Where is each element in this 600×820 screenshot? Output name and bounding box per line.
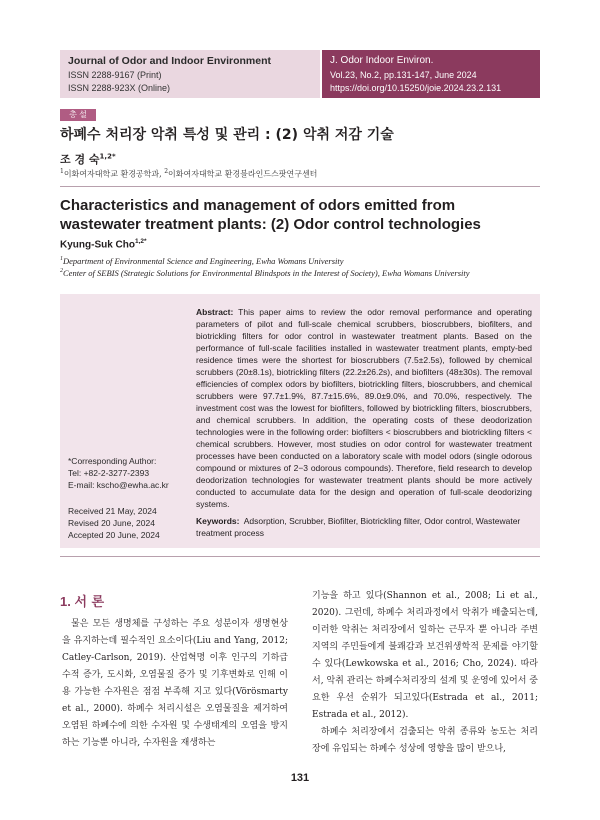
article-meta bbox=[68, 455, 188, 541]
korean-affiliation-1: 이화여자대학교 환경공학과, bbox=[63, 169, 165, 179]
article-type-badge: 총 설 bbox=[60, 109, 96, 121]
english-author-name: Kyung-Suk Cho bbox=[60, 239, 135, 251]
received-date: Received 21 May, 2024 bbox=[68, 506, 157, 516]
corresponding-label: *Corresponding Author: bbox=[68, 456, 157, 466]
divider bbox=[60, 556, 540, 557]
body-column-left: 물은 모든 생명체를 구성하는 주요 성분이자 생명현상을 유지하는데 필수적인 요소이다(Liu and Yang, 2012; Catley-Carlson, 2019). 산업혁명 이후 인구의 기하급수적 증가, 도시화, 오염물질 증가 및 기후변화로 인해 이용 가능한 수자원은 점점 부족해 지고 있다(Vörösmarty et al., 2000). 하폐수 처리시설은 오염물질을 제거하여 오염된 하폐수에 의한 수자원 및 수생태계의 오염을 방지하는 기능뿐 아니라, 수자원을 재생하는 bbox=[62, 619, 288, 748]
journal-header bbox=[60, 50, 540, 98]
body-paragraph: 하폐수 처리장에서 검출되는 악취 종류와 농도는 처리장에 유입되는 하폐수 성상에 영향을 많이 받으나, bbox=[312, 727, 538, 754]
corresponding-tel: Tel: +82-2-3277-2393 bbox=[68, 468, 150, 478]
keywords bbox=[196, 515, 532, 539]
abstract bbox=[196, 306, 532, 510]
abstract-text: This paper aims to review the odor removal performance and operating parameters of pilot and full-scale chemical scrubbers, bioscrubbers, biofilters, and biotrickling filters for odor control in wastewater treatment plants. Based on the performance of full-scale facilities installed in wastewater treatment plants, empty-bed residence times were the shortest for bioscrubbers (7.5±2.5s), followed by chemical scrubbers (20±8.1s), biotrickling filters (22.2±26.2s), and biofilters (48±30s). The removal efficiencies of complex odors by biofilters, biotrickling filters, bioscrubbers, and chemical scrubbers were 97.7±1.9%, 87.7±15.6%, 89.0±9.0%, and 70.0%, respectively. The investment cost was the lowest for biofilters, followed by biotrickling filters, bioscrubbers, and chemical scrubbers. In addition, the operating costs of these deodorization technologies were in the following order: biofilters < bioscrubbers and biotrickling filters < chemical scrubbers. However, most studies on odor control for wastewater treatment processes have been conducted on a laboratory scale with model odors (single odorous compound or mixtures of 2−3 odorous compounds). Therefore, field research to develop deodorization technologies for wastewater treatment plants should be more actively conducted to accumulate data for the design and operation of full-scale deodorizing systems. bbox=[196, 307, 532, 509]
korean-title: 하폐수 처리장 악취 특성 및 관리 : (2) 악취 저감 기술 bbox=[60, 127, 394, 143]
revised-date: Revised 20 June, 2024 bbox=[68, 518, 155, 528]
issn-online: ISSN 2288-923X (Online) bbox=[68, 83, 171, 93]
accepted-date: Accepted 20 June, 2024 bbox=[68, 530, 160, 540]
page-number: 131 bbox=[290, 772, 310, 784]
korean-author-name: 조 경 숙 bbox=[60, 153, 100, 166]
section-title: 서 론 bbox=[74, 595, 105, 610]
body-column-right bbox=[312, 588, 538, 758]
section-number: 1. bbox=[60, 594, 71, 609]
keywords-label: Keywords: bbox=[196, 516, 240, 526]
divider bbox=[60, 186, 540, 187]
english-author-sup: 1,2* bbox=[135, 238, 147, 245]
body-paragraph: 기능을 하고 있다(Shannon et al., 2008; Li et al., 2020). 그런데, 하폐수 처리과정에서 악취가 배출되는데, 이러한 악취는 처리장에서 일하는 근무자 뿐 아니라 주변 지역의 주민들에게 불쾌감과 보건위생학적 문제를 야기할 수 있다(Lewkowska et al., 2016; Cho, 2024). 따라서, 악취 관리는 하폐수처리장의 설계 및 운영에 있어서 중요한 우선 순위가 되고있다(Estrada et al., 2011; Estrada et al., 2012). bbox=[312, 591, 538, 720]
citation-block bbox=[322, 50, 540, 98]
korean-author bbox=[60, 151, 116, 167]
issn-print: ISSN 2288-9167 (Print) bbox=[68, 70, 162, 80]
journal-abbr: J. Odor Indoor Environ. bbox=[330, 55, 434, 66]
korean-affiliation: $^1$이화여자대학교 환경공학과, $^2$이화여자대학교 환경블라인드스팟연구센터 bbox=[60, 168, 318, 179]
korean-author-sup: 1,2* bbox=[99, 152, 116, 161]
english-affiliation-1: $^1$Department of Environmental Science and Engineering, Ewha Womans University bbox=[60, 256, 344, 266]
doi-link[interactable]: https://doi.org/10.15250/joie.2024.23.2.131 bbox=[330, 83, 502, 93]
english-author bbox=[60, 238, 147, 250]
english-affiliation-2: $^2$Center of SEBIS (Strategic Solutions for Environmental Blindspots in the Interest of Society), Ewha Womans University bbox=[60, 268, 470, 278]
english-title: Characteristics and management of odors emitted from wastewater treatment plants: (2) Odor control technologies bbox=[60, 197, 481, 233]
journal-info-block bbox=[60, 50, 320, 98]
corresponding-email[interactable]: E-mail: kscho@ewha.ac.kr bbox=[68, 480, 169, 490]
section-heading bbox=[60, 591, 104, 610]
keywords-text: Adsorption, Scrubber, Biofilter, Biotrickling filter, Odor control, Wastewater treatment process bbox=[196, 516, 521, 538]
volume-info: Vol.23, No.2, pp.131-147, June 2024 bbox=[330, 70, 477, 80]
abstract-label: Abstract: bbox=[196, 307, 234, 317]
journal-name: Journal of Odor and Indoor Environment bbox=[68, 55, 272, 67]
korean-affiliation-2: 이화여자대학교 환경블라인드스팟연구센터 bbox=[168, 169, 318, 179]
